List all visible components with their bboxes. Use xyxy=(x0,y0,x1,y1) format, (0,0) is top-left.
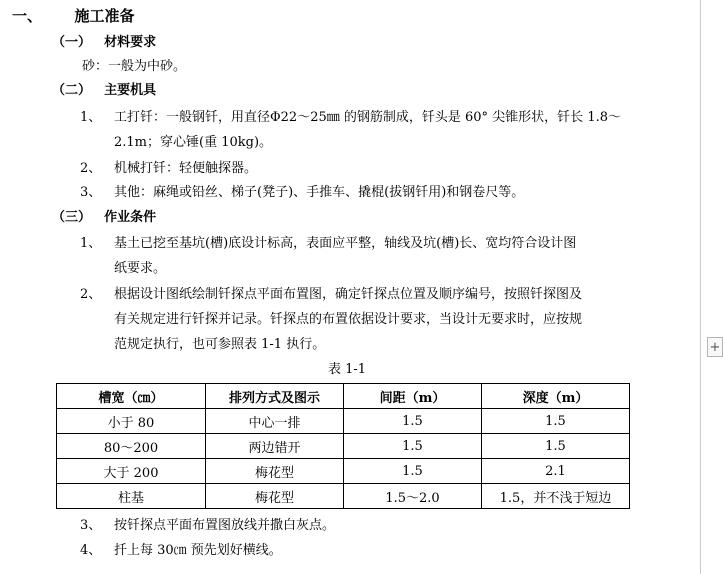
table-header-cell: 排列方式及图示 xyxy=(206,384,344,409)
table-row xyxy=(57,459,630,484)
table-cell: 中心一排 xyxy=(206,409,344,434)
table-row xyxy=(57,484,630,509)
tools-item-1-line1: 工打钎：一般钢钎，用直径Φ22～25㎜ 的钢筋制成，钎头是 60° 尖锥形状，钎长 1.8～ xyxy=(114,110,621,125)
table-row xyxy=(57,409,630,434)
materials-text: 砂：一般为中砂。 xyxy=(82,59,187,74)
table-cell: 80～200 xyxy=(57,434,206,459)
conditions-item-2-line1: 根据设计图纸绘制钎探点平面布置图，确定钎探点位置及顺序编号，按照钎探图及 xyxy=(114,287,583,302)
conditions-item-1-line1: 基土已挖至基坑(槽)底设计标高，表面应平整，轴线及坑(槽)长、宽均符合设计图 xyxy=(114,236,577,251)
table-cell: 梅花型 xyxy=(206,484,344,509)
table-cell: 1.5 xyxy=(482,409,630,434)
conditions-item-1-line2: 纸要求。 xyxy=(114,261,167,276)
table-header-cell: 间距（m） xyxy=(344,384,482,409)
conditions-item-4-line1: 扦上每 30㎝ 预先划好横线。 xyxy=(114,543,282,558)
conditions-item-2-line2: 有关规定进行钎探并记录。钎探点的布置依据设计要求，当设计无要求时，应按规 xyxy=(114,312,583,327)
tools-heading-num: （二） xyxy=(52,83,92,98)
conditions-item-1-num: 1、 xyxy=(80,236,102,251)
materials-heading-text: 材料要求 xyxy=(104,35,157,50)
page-edge xyxy=(700,0,701,574)
conditions-heading xyxy=(52,208,156,228)
tools-item-3-line1: 其他：麻绳或铅丝、梯子(凳子)、手推车、撬棍(拔钢钎用)和钢卷尺等。 xyxy=(114,185,525,200)
table-cell: 梅花型 xyxy=(206,459,344,484)
conditions-item-4-num: 4、 xyxy=(80,543,102,558)
table-cell: 1.5 xyxy=(344,409,482,434)
tools-item-1-line2: 2.1m；穿心锤(重 10kg)。 xyxy=(114,135,273,150)
conditions-item-2-num: 2、 xyxy=(80,287,102,302)
materials-heading-num: （一） xyxy=(52,35,92,50)
table-row xyxy=(57,434,630,459)
table-cell: 1.5 xyxy=(344,459,482,484)
table-cell: 1.5，并不浅于短边 xyxy=(482,484,630,509)
table-cell: 大于 200 xyxy=(57,459,206,484)
conditions-item-3-line1: 按钎探点平面布置图放线并撒白灰点。 xyxy=(114,518,336,533)
tools-heading-text: 主要机具 xyxy=(104,83,157,98)
tools-item-2-num: 2、 xyxy=(80,161,102,176)
section-number: 一、 xyxy=(12,7,43,25)
table-header-row xyxy=(57,384,630,409)
table-cell: 1.5 xyxy=(344,434,482,459)
table-cell: 1.5 xyxy=(482,434,630,459)
table-cell: 柱基 xyxy=(57,484,206,509)
spacing-table xyxy=(56,383,630,509)
tools-item-1-num: 1、 xyxy=(80,110,102,125)
tools-item-3-num: 3、 xyxy=(80,185,102,200)
conditions-item-3-num: 3、 xyxy=(80,518,102,533)
table-header-cell: 槽宽（㎝） xyxy=(57,384,206,409)
conditions-heading-num: （三） xyxy=(52,210,92,225)
table-header-cell: 深度（m） xyxy=(482,384,630,409)
section-heading xyxy=(12,6,135,26)
table-cell: 小于 80 xyxy=(57,409,206,434)
table-cell: 2.1 xyxy=(482,459,630,484)
section-title: 施工准备 xyxy=(74,7,135,25)
table-cell: 两边错开 xyxy=(206,434,344,459)
conditions-heading-text: 作业条件 xyxy=(104,210,157,225)
conditions-item-2-line3: 范规定执行，也可参照表 1-1 执行。 xyxy=(114,337,326,352)
table-cell: 1.5～2.0 xyxy=(344,484,482,509)
tools-item-2-line1: 机械打钎：轻便触探器。 xyxy=(114,161,258,176)
expand-button[interactable]: + xyxy=(707,337,723,357)
materials-heading xyxy=(52,33,156,53)
table-caption: 表 1-1 xyxy=(328,362,367,377)
tools-heading xyxy=(52,81,156,101)
